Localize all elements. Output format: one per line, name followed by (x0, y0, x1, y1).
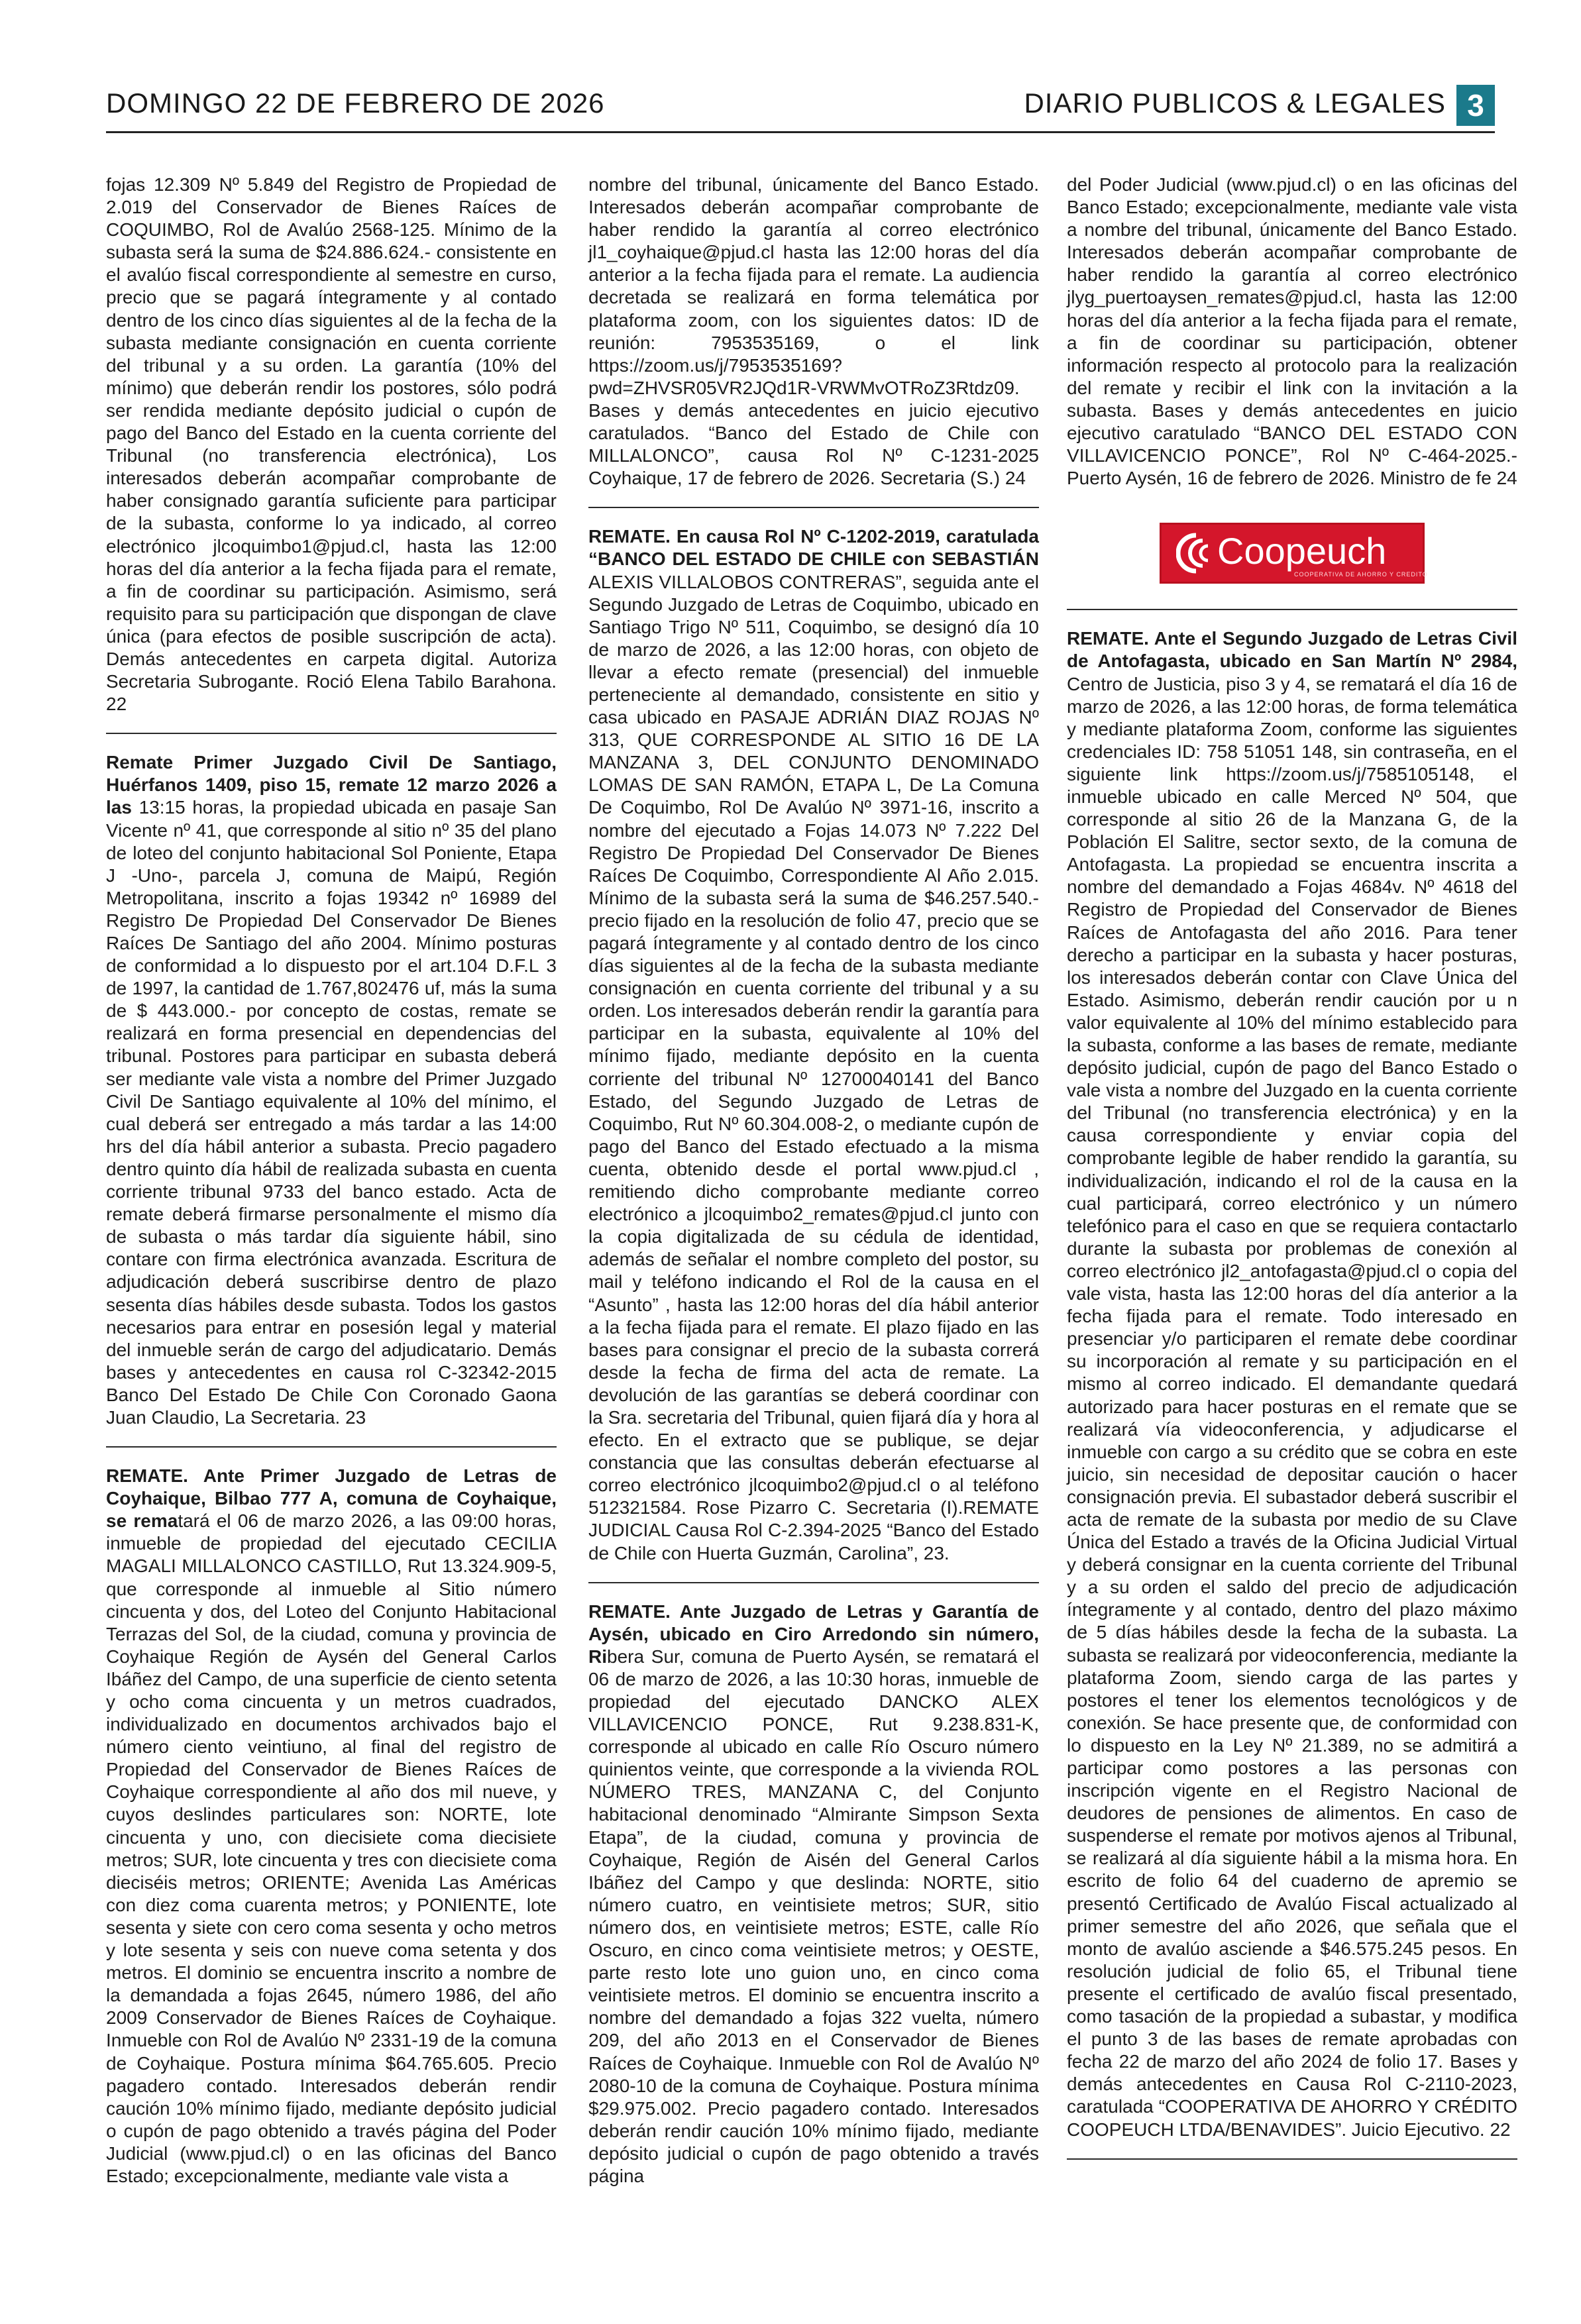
notice-divider (106, 733, 557, 734)
notice-lead: REMATE. Ante Juzgado de Letras y Garantía de Aysén, ubicado en Ciro Arredondo sin número, Ri (588, 1601, 1039, 1667)
header-rule (106, 131, 1495, 133)
notice-continued-aysen (1067, 174, 1517, 490)
notice-lead: REMATE. Ante el Segundo Juzgado de Letras Civil de Antofagasta, ubicado en San Martín Nº 2984, (1067, 628, 1517, 672)
notice-santiago (106, 751, 557, 1429)
notice-coquimbo-villalobos (588, 525, 1039, 1564)
notice-continued-coyhaique (588, 174, 1039, 490)
notice-lead: Remate Primer Juzgado Civil De Santiago, Huérfanos 1409, piso 15, remate 12 marzo 2026 a las (106, 752, 557, 818)
notice-continued-coquimbo (106, 174, 557, 715)
notice-aysen (588, 1601, 1039, 2188)
notice-body: 13:15 horas, la propiedad ubicada en pasaje San Vicente nº 41, que corresponde al sitio nº 35 del plano de loteo del conjunto habitacional Sol Poniente, Etapa J -Uno-, parcela J, comuna de Maipú, Región Metropolitana, inscrito a fojas 19342 nº 16989 del Registro De Propiedad Del Conservador De Bienes Raíces De Santiago del año 2004. Mínimo posturas de conformidad a lo dispuesto por el art.104 D.F.L 3 de 1997, la cantidad de 1.767,802476 uf, más la suma de $ 443.000.- por concepto de costas, remate se realizará en forma presencial en dependencias del tribunal. Postores para participar en subasta deberá ser mediante vale vista a nombre del Primer Juzgado Civil De Santiago equivalente al 10% del mínimo, el cual deberá ser entregado a más tardar a las 14:00 hrs del día hábil anterior a subasta. Precio pagadero dentro quinto día hábil de realizada subasta en cuenta corriente tribunal 9733 del banco estado. Acta de remate deberá firmarse personalmente el mismo día de subasta o más tardar día siguiente hábil, sino contare con firma electrónica avanzada. Escritura de adjudicación deberá suscribirse dentro de plazo sesenta días hábiles desde subasta. Todos los gastos necesarios para entrar en posesión legal y material del inmueble serán de cargo del adjudicatario. Demás bases y antecedentes en causa rol C-32342-2015 Banco Del Estado De Chile Con Coronado Gaona Juan Claudio, La Secretaria. 23 (106, 797, 557, 1428)
column-2 (588, 174, 1039, 2188)
notice-body: fojas 12.309 Nº 5.849 del Registro de Propiedad de 2.019 del Conservador de Bienes Raíces de COQUIMBO, Rol de Avalúo 2568-125. Mínimo de la subasta será la suma de $24.886.624.- consistente en el avalúo fiscal correspondiente al semestre en curso, precio que se pagará íntegramente y al contado dentro de los cinco días siguientes al de la fecha de la subasta mediante consignación en cuenta corriente del tribunal y a su orden. La garantía (10% del mínimo) que deberán rendir los postores, sólo podrá ser rendida mediante depósito judicial o cupón de pago del Banco del Estado en la cuenta corriente del Tribunal (no transferencia electrónica), Los interesados deberán acompañar comprobante de haber consignado garantía suficiente para participar de la subasta, conforme lo ya indicado, al correo electrónico jlcoquimbo1@pjud.cl, hasta las 12:00 horas del día anterior a la fecha fijada para el remate, a fin de coordinar su participación. Asimismo, será requisito para su participación que dispongan de clave única (para efectos de posible suscripción de acta). Demás antecedentes en carpeta digital. Autoriza Secretaria Subrogante. Roció Elena Tabilo Barahona. 22 (106, 174, 557, 715)
logo-tagline: COOPERATIVA DE AHORRO Y CREDITO (1294, 571, 1428, 578)
notice-divider (588, 1582, 1039, 1583)
notice-divider (1067, 2158, 1517, 2160)
notice-divider (106, 1446, 557, 1448)
page-header (106, 85, 1495, 126)
notice-body: del Poder Judicial (www.pjud.cl) o en las oficinas del Banco Estado; excepcionalmente, mediante vale vista a nombre del tribunal, únicamente del Banco Estado. Interesados deberán acompañar comprobante de haber rendido la garantía al correo electrónico jlyg_puertoaysen_remates@pjud.cl, hasta las 12:00 horas del día anterior a la fecha fijada para el remate, a fin de coordinar su participación, obtener información respecto al protocolo para la realización del remate y recibir el link con la invitación a la subasta. Bases y demás antecedentes en juicio ejecutivo caratulado “BANCO DEL ESTADO CON VILLAVICENCIO PONCE”, Rol Nº C-464-2025.- Puerto Aysén, 16 de febrero de 2026. Ministro de fe 24 (1067, 174, 1517, 489)
notice-body: bera Sur, comuna de Puerto Aysén, se rematará el 06 de marzo de 2026, a las 10:30 horas, inmueble de propiedad del ejecutado DANCKO ALEX VILLAVICENCIO PONCE, Rut 9.238.831-K, corresponde al ubicado en calle Río Oscuro número quinientos veinte, que corresponde a la vivienda ROL NÚMERO TRES, MANZANA C, del Conjunto habitacional denominado “Almirante Simpson Sexta Etapa”, de la ciudad, comuna y provincia de Coyhaique, Región de Aisén del General Carlos Ibáñez del Campo y que deslinda: NORTE, sitio número cuatro, en veintisiete metros; SUR, sitio número dos, en veintisiete metros; ESTE, calle Río Oscuro, en cinco coma veintisiete metros; y OESTE, parte resto lote uno guion uno, en cinco coma veintisiete metros. El dominio se encuentra inscrito a nombre del demandado a fojas 322 vuelta, número 209, del año 2013 en el Conservador de Bienes Raíces de Coyhaique. Inmueble con Rol de Avalúo Nº 2080-10 de la comuna de Coyhaique. Postura mínima $29.975.002. Precio pagadero contado. Interesados deberán rendir caución 10% mínimo fijado, mediante depósito judicial o cupón de pago obtenido a través página (588, 1646, 1039, 2186)
notice-body: Centro de Justicia, piso 3 y 4, se rematará el día 16 de marzo de 2026, a las 12:00 horas, de forma telemática y mediante plataforma Zoom, conforme las siguientes credenciales ID: 758 51051 148, sin contraseña, en el siguiente link https://zoom.us/j/7585105148, el inmueble ubicado en calle Merced Nº 504, que corresponde al sitio 26 de la Manzana G, de la Población El Salitre, sector sexto, de la comuna de Antofagasta. La propiedad se encuentra inscrita a nombre del demandado a Fojas 4684v. Nº 4618 del Registro de Propiedad del Conservador de Bienes Raíces de Antofagasta del año 2016. Para tener derecho a participar en la subasta y hacer posturas, los interesados deberán contar con Clave Única del Estado. Asimismo, deberán rendir caución por u n valor equivalente al 10% del mínimo establecido para la subasta, conforme a las bases de remate, mediante depósito judicial, cupón de pago del Banco Estado o vale vista a nombre del Juzgado en la cuenta corriente del Tribunal (no transferencia electrónica) y en la causa correspondiente y enviar copia del comprobante legible de haber rendido la garantía, su individualización, indicando el rol de la causa en la cual participará, correo electrónico y un número telefónico para el caso en que se requiera contactarlo durante la subasta por problemas de conexión al correo electrónico jl2_antofagasta@pjud.cl o copia del vale vista, hasta las 12:00 horas del día anterior a la fecha fijada para el remate. Todo interesado en presenciar y/o participaren el remate debe coordinar su incorporación al remate y su participación en el mismo al correo indicado. El demandante quedará autorizado para hacer posturas en el remate que se realizará vía videoconferencia, y adjudicarse el inmueble con cargo a su crédito que se cobra en este juicio, sin necesidad de depositar caución o hacer consignación previa. El subastador deberá suscribir el acta de remate de la subasta por medio de su Clave Única del Estado a través de la Oficina Judicial Virtual y deberá consignar en la cuenta corriente del Tribunal y a su orden el saldo del precio de adjudicación íntegramente y al contado, dentro del plazo máximo de 5 días hábiles desde la fecha de la subasta. La subasta se realizará por videoconferencia, mediante la plataforma Zoom, siendo carga de las partes y postores el tener los elementos tecnológicos y de conexión. Se hace presente que, de conformidad con lo dispuesto en la Ley Nº 21.389, no se admitirá a participar como postores a las personas con inscripción vigente en el Registro Nacional de deudores de pensiones de alimentos. En caso de suspenderse el remate por motivos ajenos al Tribunal, se realizará al día siguiente hábil a la misma hora. En escrito de folio 64 del cuaderno de apremio se presentó Certificado de Avalúo Fiscal actualizado al primer semestre del año 2026, que señala que el monto de avalúo asciende a $46.575.245 pesos. En resolución judicial de folio 65, el Tribunal tiene presente el certificado de avalúo fiscal presentado, como tasación de la propiedad a subastar, y modifica el punto 3 de las bases de remate aprobadas con fecha 22 de marzo del año 2024 de folio 17. Bases y demás antecedentes en Causa Rol C-2110-2023, caratulada “COOPERATIVA DE AHORRO Y CRÉDITO COOPEUCH LTDA/BENAVIDES”. Juicio Ejecutivo. 22 (1067, 673, 1517, 2140)
column-3 (1067, 174, 1517, 2177)
newspaper-name: DIARIO PUBLICOS & LEGALES (1024, 87, 1446, 119)
notice-body: tará el 06 de marzo 2026, a las 09:00 horas, inmueble de propiedad del ejecutado CECILIA MAGALI MILLALONCO CASTILLO, Rut 13.324.909-5, que corresponde al inmueble al Sitio número cincuenta y dos, del Loteo del Conjunto Habitacional Terrazas del Sol, de la ciudad, comuna y provincia de Coyhaique Región de Aysén del General Carlos Ibáñez del Campo, de una superficie de ciento setenta y ocho coma cincuenta y un metros cuadrados, individualizado en documentos archivados bajo el número ciento veintiuno, al final del registro de Propiedad del Conservador de Bienes Raíces de Coyhaique correspondiente al año dos mil nueve, y cuyos deslindes particulares son: NORTE, lote cincuenta y uno, con diecisiete coma diecisiete metros; SUR, lote cincuenta y tres con diecisiete coma dieciséis metros; ORIENTE; Avenida Las Américas con diez coma cuarenta metros; y PONIENTE, lote sesenta y siete con cero coma sesenta y ocho metros y lote sesenta y seis con nueve coma setenta y dos metros. El dominio se encuentra inscrito a nombre de la demandada a fojas 2645, número 1986, del año 2009 Conservador de Bienes Raíces de Coyhaique. Inmueble con Rol de Avalúo Nº 2331-19 de la comuna de Coyhaique. Postura mínima $64.765.605. Precio pagadero contado. Interesados deberán rendir caución 10% mínimo fijado, mediante depósito judicial o cupón de pago obtenido a través página del Poder Judicial (www.pjud.cl) o en las oficinas del Banco Estado; excepcionalmente, mediante vale vista a (106, 1510, 557, 2186)
notice-body: nombre del tribunal, únicamente del Banco Estado. Interesados deberán acompañar comprobante de haber rendido la garantía al correo electrónico jl1_coyhaique@pjud.cl hasta las 12:00 horas del día anterior a la fecha fijada para el remate. La audiencia decretada se realizará en forma telemática por plataforma zoom, con los siguientes datos: ID de reunión: 7953535169, o el link https://zoom.us/j/7953535169?pwd=ZHVSR05VR2JQd1R-VRWMvOTRoZ3Rtdz09. Bases y demás antecedentes en juicio ejecutivo caratulados. “Banco del Estado de Chile con MILLALONCO”, causa Rol Nº C-1231-2025 Coyhaique, 17 de febrero de 2026. Secretaria (S.) 24 (588, 174, 1039, 489)
logo-wordmark: Coopeuch (1217, 530, 1387, 572)
coopeuch-mark-icon (1176, 531, 1220, 575)
notice-lead: REMATE. Ante Primer Juzgado de Letras de Coyhaique, Bilbao 777 A, comuna de Coyhaique, se rema (106, 1465, 557, 1532)
page-number-badge: 3 (1456, 85, 1495, 126)
notice-lead: REMATE. En causa Rol Nº C-1202-2019, caratulada “BANCO DEL ESTADO DE CHILE con SEBASTIÁN (588, 526, 1039, 570)
column-1 (106, 174, 557, 2188)
issue-date: DOMINGO 22 DE FEBRERO DE 2026 (106, 87, 605, 119)
notice-antofagasta (1067, 627, 1517, 2140)
notice-divider (1067, 609, 1517, 610)
notice-coyhaique (106, 1465, 557, 2188)
coopeuch-logo (1160, 523, 1428, 584)
notice-body: ALEXIS VILLALOBOS CONTRERAS”, seguida ante el Segundo Juzgado de Letras de Coquimbo, ubicado en Santiago Trigo Nº 511, Coquimbo, se designó día 10 de marzo de 2026, a las 12:00 horas, con objeto de llevar a efecto remate (presencial) del inmueble perteneciente al demandado, consistente en sitio y casa ubicado en PASAJE ADRIÁN DIAZ ROJAS Nº 313, QUE CORRESPONDE AL SITIO 16 DE LA MANZANA 3, DEL CONJUNTO DENOMINADO LOMAS DE SAN RAMÓN, ETAPA L, De La Comuna De Coquimbo, Rol De Avalúo Nº 3971-16, inscrito a nombre del ejecutado a Fojas 14.073 Nº 7.222 Del Registro De Propiedad Del Conservador De Bienes Raíces De Coquimbo, Correspondiente Al Año 2.015. Mínimo de la subasta será la suma de $46.257.540.- precio fijado en la resolución de folio 47, precio que se pagará íntegramente y al contado dentro de los cinco días siguientes al de la fecha de la subasta mediante consignación en cuenta corriente del tribunal y a su orden. Los interesados deberán rendir la garantía para participar en la subasta, equivalente al 10% del mínimo fijado, mediante depósito en la cuenta corriente del tribunal Nº 12700040141 del Banco Estado, del Segundo Juzgado de Letras de Coquimbo, Rut Nº 60.304.008-2, o mediante cupón de pago del Banco del Estado efectuado a la misma cuenta, obtenido desde el portal www.pjud.cl , remitiendo dicho comprobante mediante correo electrónico a jlcoquimbo2_remates@pjud.cl junto con la copia digitalizada de su cédula de identidad, además de señalar el nombre completo del postor, su mail y teléfono indicando el Rol de la causa en el “Asunto” , hasta las 12:00 horas del día hábil anterior a la fecha fijada para el remate. El plazo fijado en las bases para consignar el precio de la subasta correrá desde la fecha de firma del acta de remate. La devolución de las garantías se deberá coordinar con la Sra. secretaria del Tribunal, quien fijará día y hora al efecto. En el extracto que se publique, se dejar constancia que las consultas deberán efectuarse al correo electrónico jlcoquimbo2@pjud.cl o al teléfono 512321584. Rose Pizarro C. Secretaria (I).REMATE JUDICIAL Causa Rol C-2.394-2025 “Banco del Estado de Chile con Huerta Guzmán, Carolina”, 23. (588, 571, 1039, 1563)
notice-divider (588, 507, 1039, 508)
